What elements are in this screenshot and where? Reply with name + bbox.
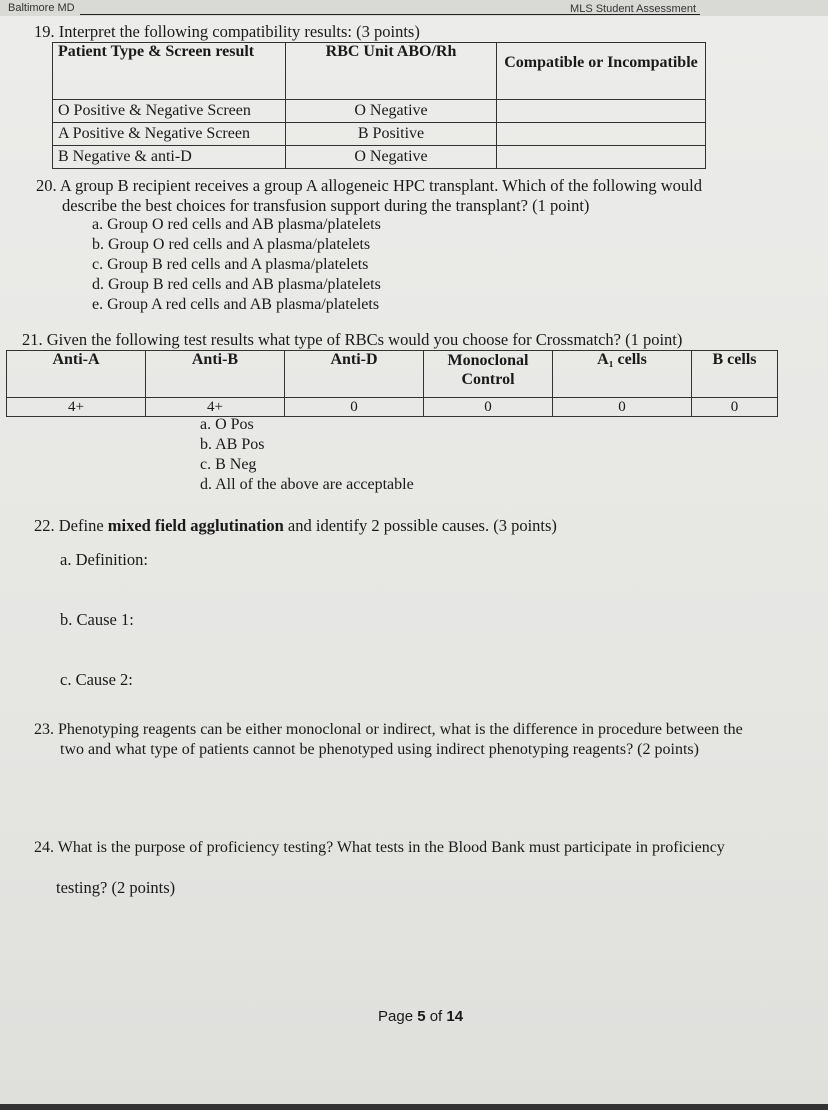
- current-page: 5: [417, 1008, 426, 1025]
- header-location: Baltimore MD: [8, 2, 75, 14]
- q21-value: 0: [285, 398, 424, 417]
- q21-value: 4+: [146, 398, 285, 417]
- q21-value: 0: [553, 398, 692, 417]
- q19-cell: O Negative: [286, 146, 497, 169]
- q24-line1: 24. What is the purpose of proficiency testing? What tests in the Blood Bank must participate in proficiency: [34, 839, 725, 856]
- page-of: of: [425, 1008, 447, 1025]
- q20-line1: 20. A group B recipient receives a group A allogeneic HPC transplant. Which of the following would: [36, 176, 702, 195]
- q21-col-control: Monoclonal Control: [424, 351, 553, 398]
- q23-line1: 23. Phenotyping reagents can be either monoclonal or indirect, what is the difference in procedure between the: [34, 721, 743, 738]
- q19-cell: B Negative & anti-D: [53, 146, 286, 169]
- q21-option-a[interactable]: a. O Pos: [200, 416, 254, 433]
- q21-col-anti-d: Anti-D: [285, 351, 424, 398]
- q19-title: 19. Interpret the following compatibility results: (3 points): [34, 22, 420, 41]
- q21-title: 21. Given the following test results what type of RBCs would you choose for Crossmatch? (1 point): [22, 330, 683, 349]
- q20-option-c[interactable]: c. Group B red cells and A plasma/platelets: [92, 256, 369, 273]
- table-row: [7, 398, 778, 417]
- q19-cell: A Positive & Negative Screen: [53, 123, 286, 146]
- q19-col-compat: Compatible or Incompatible: [497, 43, 706, 100]
- q21-option-c[interactable]: c. B Neg: [200, 456, 257, 473]
- q21-value: 0: [424, 398, 553, 417]
- q20-option-d[interactable]: d. Group B red cells and AB plasma/platelets: [92, 276, 381, 293]
- q21-value: 0: [692, 398, 778, 417]
- q21-option-b[interactable]: b. AB Pos: [200, 436, 265, 453]
- page-prefix: Page: [378, 1008, 418, 1025]
- q21-col-anti-b: Anti-B: [146, 351, 285, 398]
- q21-option-d[interactable]: d. All of the above are acceptable: [200, 476, 414, 493]
- q23-line2: two and what type of patients cannot be phenotyped using indirect phenotyping reagents? (2 points): [60, 741, 699, 758]
- q21-col-b-cells: B cells: [692, 351, 778, 398]
- table-row: [53, 146, 706, 169]
- q19-col-patient: Patient Type & Screen result: [53, 43, 286, 100]
- q22-term: mixed field agglutination: [107, 516, 284, 535]
- q22-suffix: and identify 2 possible causes. (3 points): [283, 516, 557, 535]
- q19-cell: O Negative: [286, 100, 497, 123]
- q19-answer-cell[interactable]: [497, 146, 706, 169]
- table-row: [53, 100, 706, 123]
- q20-line2: describe the best choices for transfusion support during the transplant? (1 point): [62, 196, 590, 215]
- q19-cell: O Positive & Negative Screen: [53, 100, 286, 123]
- q20-option-e[interactable]: e. Group A red cells and AB plasma/platelets: [92, 296, 380, 313]
- total-pages: 14: [446, 1008, 464, 1025]
- q19-cell: B Positive: [286, 123, 497, 146]
- q21-col-a1-cells: A₁ cells: [553, 351, 692, 398]
- q19-table: [52, 42, 706, 169]
- q19-answer-cell[interactable]: [497, 100, 706, 123]
- q22-cause1-label: b. Cause 1:: [60, 610, 134, 629]
- q19-answer-cell[interactable]: [497, 123, 706, 146]
- q22-definition-label: a. Definition:: [60, 550, 148, 569]
- q24-line2: testing? (2 points): [56, 878, 176, 897]
- bottom-edge: [0, 1104, 828, 1110]
- q22-title: [34, 516, 557, 536]
- header-rule: [80, 14, 700, 15]
- q22-prefix: 22. Define: [34, 516, 108, 535]
- page-number: [378, 1008, 463, 1025]
- q21-value: 4+: [7, 398, 146, 417]
- q22-cause2-label: c. Cause 2:: [60, 670, 133, 689]
- q21-table: [6, 350, 778, 417]
- q20-option-a[interactable]: a. Group O red cells and AB plasma/platelets: [92, 216, 381, 233]
- header-title: MLS Student Assessment: [570, 3, 696, 15]
- table-row: [53, 123, 706, 146]
- q21-col-anti-a: Anti-A: [7, 351, 146, 398]
- q19-col-unit: RBC Unit ABO/Rh: [286, 43, 497, 100]
- q20-option-b[interactable]: b. Group O red cells and A plasma/platelets: [92, 236, 371, 253]
